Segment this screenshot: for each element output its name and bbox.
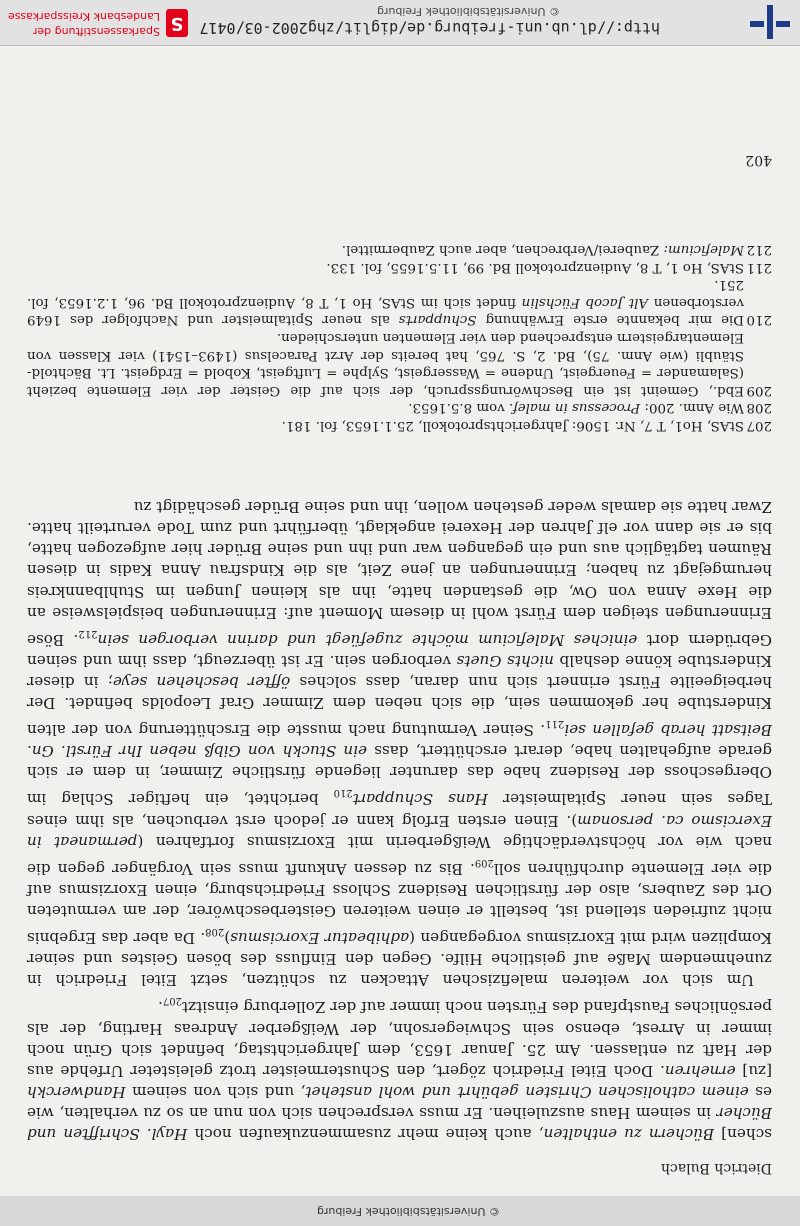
italic-text: öffter beschehen seye <box>112 672 291 691</box>
text-run: . Seiner Vermutung nach musste die Erschütterung von der alten Kinderstube her gekommen sein, die sich neben dem Zimmer Graf Leopolds befindet. Der herbeigeeilte Fürst erinnert sich nun daran, dass solches <box>27 672 772 740</box>
italic-text: ernehren <box>664 1061 736 1080</box>
footnote-ref: 209 <box>474 856 494 868</box>
italic-text: permaneat in Exercismo ca. personam <box>27 811 772 851</box>
library-logo-icon <box>750 5 792 39</box>
italic-text: nichts Guets <box>456 651 554 670</box>
footnote-207 <box>27 416 772 434</box>
text-run: . Da aber das Ergebnis nicht zufrieden stellend ist, bestellt er einen weiteren Geisterbeschwörer, der am vermuteten Ort des Zaubers, also der fürstlichen Residenz Schloss Friedrichsburg, einen Exorzismus auf die vier Elemente durchführen soll <box>26 859 772 948</box>
italic-text: Schupparts <box>398 312 477 328</box>
sponsor-text <box>0 9 160 39</box>
italic-text: Alt Jacob Füchslin <box>521 294 649 310</box>
italic-text: Hayl. Schrifften und Bücher <box>26 1103 772 1143</box>
footnote-number: 210 <box>746 312 772 328</box>
italic-text: ein Stuckh von Gibß neben Ihr Fürstl. Gn. Beitsatt herab gefallen sei <box>27 721 772 761</box>
text-run: findet sich im StAS, Ho 1, T 8, Audienzprotokoll Bd. 96, 1.2.1653, fol. 251. <box>27 277 744 310</box>
footnote-number: 212 <box>746 242 772 258</box>
italic-text: einem catholischen Christen gebührt und wohl anstehet <box>305 1082 749 1101</box>
footer-bar <box>0 0 800 46</box>
text-run: Um sich vor weiteren malefizischen Attacken zu schützen, setzt Eitel Friedrich in zunehmendem Maße auf geistliche Hilfe. Gegen den Einfluss des bösen Geistes und seiner Komplizen wird mit Exorzismus vorgegangen ( <box>27 929 772 990</box>
sponsor-line-1: Sparkassenstiftung der <box>32 25 160 38</box>
footnote-212 <box>27 240 772 258</box>
text-run: , und sich von seinem <box>125 1082 306 1101</box>
text-run: . Bis zu dessen Ankunft muss sein Vorgänger gegen die nach wie vor höchstverdächtige Weißgerberin mit Exorzismus fortfahren ( <box>27 832 772 878</box>
footnote-211 <box>27 258 772 276</box>
text-run: berichtet, ein heftiger Schlag im Obergeschoss der Residenz habe das darunter liegende fürstliche Zimmer, in dem er sich gerade aufgehalten habe, derart erschüttert, dass <box>27 742 772 809</box>
body-text <box>27 496 772 1144</box>
text-run: StAS, Ho 1, T 8, Audienzprotokoll Bd. 99, 11.5.1655, fol. 133. <box>326 259 744 275</box>
footnote-208 <box>27 399 772 417</box>
italic-text: adhibeatur Exorcismus <box>230 929 410 948</box>
paragraph-2 <box>27 496 772 990</box>
text-run: als neuer Spitalmeister und Nachfolger des 1649 verstorbenen <box>27 294 744 328</box>
text-run: ; in dieser Kinderstube könne deshalb <box>27 651 772 691</box>
text-run: Ebd., Gemeint ist ein Beschwörungsspruch, der sich auf die Geister der vier Elemente bezieht (Salamander = Feuergeist, Undene = Wassergeist, Sylphe = Luftgeist, Kobold = Erdgeist. Lt. Bächtold-Stäubli (wie Anm. 75), Bd. 2, S. 765, hat bereits der Arzt Paracelsus (1493–1541) vier Klassen von Elementargeistern entsprechend den vier Elementen unterschieden. <box>27 330 744 398</box>
italic-text: Handwerckh <box>27 1082 126 1101</box>
paragraph-1 <box>27 990 772 1144</box>
text-run: schen] <box>714 1125 772 1143</box>
footnote-ref: 208 <box>205 926 225 938</box>
footnote-ref: 212 <box>78 627 98 639</box>
text-run: Wie Anm. 200: <box>640 400 744 416</box>
text-run: vom 8.5.1653. <box>408 400 509 416</box>
sparkasse-s-icon: S <box>166 9 188 37</box>
footnote-ref: 211 <box>545 718 565 730</box>
footnote-209 <box>27 328 772 398</box>
text-run: . <box>158 998 163 1017</box>
italic-text: einiches Maleficium möchte zugefüegt und darinn verborgen sein <box>97 630 638 649</box>
italic-text: Büchern zu enthalten <box>543 1125 715 1143</box>
footnote-number: 207 <box>746 418 772 433</box>
text-run: , auch keine mehr zusammenzukaufen noch <box>187 1125 544 1143</box>
page-number: 402 <box>745 152 772 168</box>
italic-text: Processus in malef. <box>508 400 641 416</box>
footnote-number: 211 <box>746 259 772 275</box>
top-bar-text: © Universitätsbibliothek Freiburg <box>317 1205 500 1218</box>
footnote-210 <box>27 276 772 329</box>
text-run: ). Einen ersten Erfolg kann er jedoch erst verbuchen, als ihm eines Tages sein neuer Spitalmeister <box>27 790 772 830</box>
running-header: Dietrich Bulach <box>660 1160 772 1176</box>
top-bar <box>0 1196 800 1226</box>
italic-text: Maleficium: <box>663 242 744 258</box>
text-run: in seinem Haus auszuleihen. Er muss versprechen sich von nun an so zu verhalten, wie es <box>27 1082 772 1122</box>
text-run: Zauberei/Verbrechen, aber auch Zaubermittel. <box>341 242 664 258</box>
text-run: StAS, Ho1, T 7, Nr. 1506: Jahrgerichtsprotokoll, 25.1.1653, fol. 181. <box>281 418 744 433</box>
footnote-ref: 207 <box>162 995 182 1007</box>
italic-text: Hans Schuppart <box>352 790 488 809</box>
text-run: ) <box>224 929 231 948</box>
text-run: . Böse Erinnerungen steigen dem Fürst wohl in diesem Moment auf: Erinnerungen beispielsweise an die Hexe Anna von Ow, die gestanden hatte, ihn als kleinen Jungen im Stuhlbannkreis herumgejagt zu haben; Erinnerungen an jene Zeit, als die Kindsfrau Anna Kadis in diesen Räumen tagtäglich aus und ein gegangen war und ihn und seine Brüder hier aufgezogen hatte, bis er sie dann vor elf Jahren der Hexerei angeklagt, überführt und zum Tode verurteilt hatte. Zwar hatte sie damals weder gestehen wollen, ihn und seine Brüder geschädigt zu <box>27 498 772 649</box>
footer-copyright: © Universitätsbibliothek Freiburg <box>377 5 560 18</box>
sponsor-line-2: Landesbank Kreissparkasse <box>7 10 160 23</box>
footnote-ref: 210 <box>333 787 353 799</box>
text-run: verborgen sein. Er ist überzeugt, dass ihm und seinen Gebrüdern dort <box>27 630 772 670</box>
text-run: Die mir bekannte erste Erwähnung <box>476 312 744 328</box>
text-run: [zu] <box>735 1061 772 1080</box>
footnote-number: 209 <box>746 382 772 398</box>
text-run: . Doch Eitel Friedrich zögert, den Schustermeister trotz geleisteter Urfehde aus der Haft zu entlassen. Am 25. Januar 1653, dem Jahrgerichtstag, befindet sich Grün noch immer in Arrest, ebenso sein Schwiegersohn, der Weißgerber Andreas Harting, der als persönliches Faustpfand des Fürsten noch immer auf der Zollerburg einsitzt <box>27 998 772 1080</box>
footnotes <box>27 240 772 434</box>
permalink-url[interactable]: http://dl.ub.uni-freiburg.de/diglit/zhg2002-03/0417 <box>199 19 660 37</box>
footnote-number: 208 <box>746 400 772 416</box>
